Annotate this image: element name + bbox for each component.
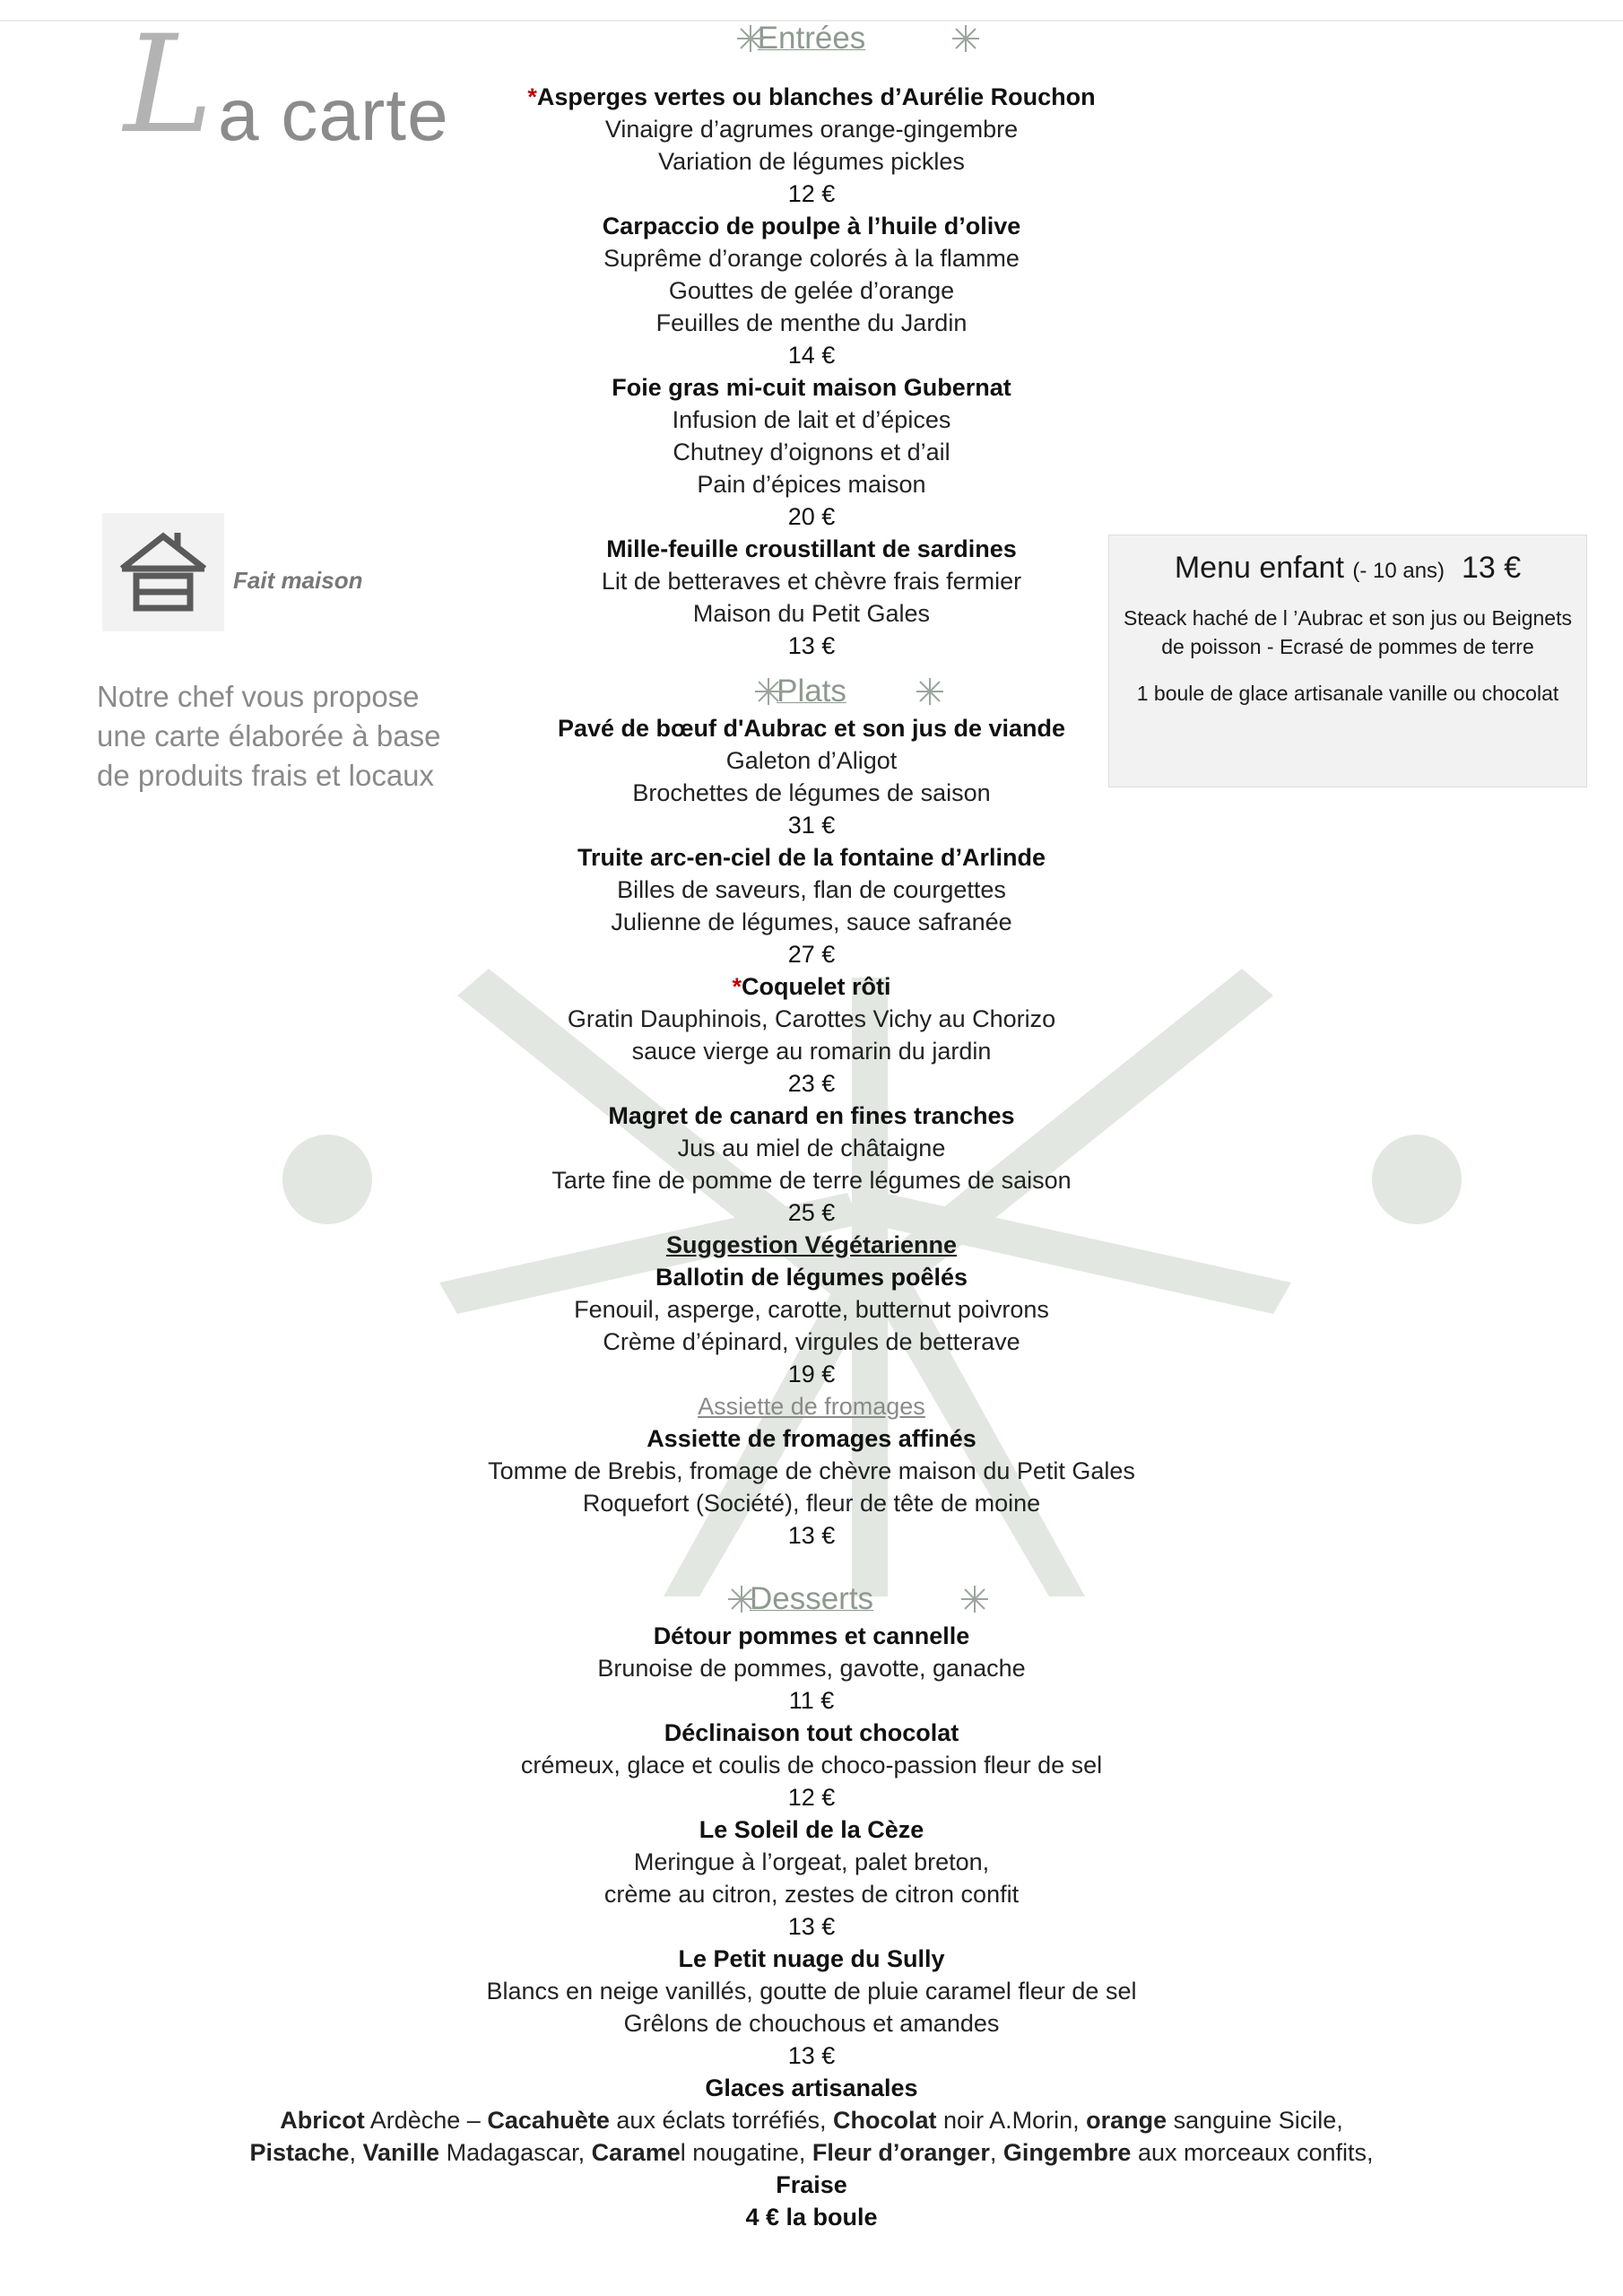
dish-price: 27 € — [787, 941, 836, 968]
glaces-flavors-line — [188, 2136, 1435, 2169]
house-icon — [102, 513, 224, 631]
dish-name: Carpaccio de poulpe à l’huile d’olive — [602, 213, 1021, 239]
glaces-flavor-name: Chocolat — [833, 2107, 937, 2134]
dish-name: Mille-feuille croustillant de sardines — [606, 535, 1017, 562]
glaces-flavors-line — [188, 2104, 1435, 2136]
dish-price: 19 € — [787, 1361, 836, 1387]
dish-item: *Coquelet rôti Gratin Dauphinois, Carottes Vichy au Chorizo sauce vierge au romarin du jardin 23 € — [341, 970, 1282, 1100]
glaces-flavor-desc: , — [349, 2139, 363, 2166]
vegetarian-item — [341, 1229, 1282, 1390]
chef-note-line: de produits frais et locaux — [97, 759, 435, 792]
fromage-item — [341, 1390, 1282, 1552]
glaces-flavor-desc: Madagascar, — [439, 2139, 592, 2166]
dish-line: crème au citron, zestes de citron confit — [603, 1881, 1020, 1908]
dish-price: 13 € — [787, 1522, 836, 1549]
kids-menu-age: (- 10 ans) — [1352, 559, 1445, 583]
chef-note-line: Notre chef vous propose — [97, 680, 420, 713]
dish-price: 31 € — [787, 812, 836, 839]
dish-price: 20 € — [787, 503, 836, 530]
snowflake-icon — [950, 23, 981, 54]
snowflake-icon — [915, 676, 945, 707]
dish-line: Suprême d’orange colorés à la flamme — [603, 245, 1020, 272]
dish-item — [341, 533, 1282, 662]
snowflake-icon — [753, 676, 784, 707]
dish-item — [341, 712, 1282, 841]
dish-name: Ballotin de légumes poêlés — [655, 1264, 968, 1291]
glaces-flavor-name: Gingembre — [1002, 2139, 1132, 2166]
dish-item — [341, 1717, 1282, 1813]
dish-price: 11 € — [788, 1687, 835, 1714]
dish-name: Magret de canard en fines tranches — [608, 1102, 1015, 1129]
dish-line: Pain d’épices maison — [697, 471, 926, 498]
dish-line: Crème d’épinard, virgules de betterave — [603, 1328, 1020, 1355]
dish-name: Pavé de bœuf d'Aubrac et son jus de viande — [557, 715, 1066, 742]
dish-line: Gratin Dauphinois, Carottes Vichy au Chorizo — [567, 1005, 1056, 1032]
fait-maison-label: Fait maison — [233, 567, 363, 594]
dish-line: Lit de betteraves et chèvre frais fermier — [601, 568, 1022, 595]
kids-menu-desc: Steack haché de l ’Aubrac et son jus ou Beignets de poisson - Ecrasé de pommes de terre — [1124, 606, 1572, 658]
dish-price: 13 € — [787, 1913, 836, 1940]
glaces-flavor-name: Carame — [591, 2139, 681, 2166]
dish-line: crémeux, glace et coulis de choco-passion fleur de sel — [520, 1752, 1103, 1779]
dish-line: Julienne de légumes, sauce safranée — [611, 909, 1012, 935]
glaces-flavor-name: Pistache — [249, 2139, 350, 2166]
dish-line: Fenouil, asperge, carotte, butternut poivrons — [574, 1296, 1049, 1323]
dish-line: Tomme de Brebis, fromage de chèvre maison du Petit Gales — [488, 1457, 1135, 1484]
dish-name: Coquelet rôti — [742, 973, 891, 1000]
dish-name: Le Petit nuage du Sully — [678, 1945, 945, 1972]
dish-item — [341, 841, 1282, 970]
kids-menu-dessert: 1 boule de glace artisanale vanille ou chocolat — [1136, 682, 1559, 705]
dish-name: Glaces artisanales — [705, 2074, 918, 2101]
dish-price: 12 € — [787, 180, 836, 207]
dish-line: Blancs en neige vanillés, goutte de pluie caramel fleur de sel — [486, 1978, 1137, 2005]
glaces-flavor-name: Cacahuète — [487, 2107, 610, 2134]
glaces-flavor-desc: aux éclats torréfiés, — [609, 2107, 834, 2134]
glaces-flavor-desc: noir A.Morin, — [936, 2107, 1087, 2134]
glaces-flavor-name: orange — [1086, 2107, 1167, 2134]
dish-line: Jus au miel de châtaigne — [677, 1135, 946, 1161]
glaces-flavor-name: Fleur d’oranger — [812, 2139, 990, 2166]
glaces-flavor-desc: aux morceaux confits, — [1131, 2139, 1374, 2166]
dish-line: Infusion de lait et d’épices — [672, 406, 951, 433]
section-heading-entrees: Entrées — [341, 18, 1282, 59]
dish-name: Assiette de fromages affinés — [647, 1425, 976, 1452]
glaces-flavor-desc: , — [989, 2139, 1003, 2166]
dish-price: 4 € la boule — [745, 2204, 878, 2231]
glaces-flavor-fraise: Fraise — [776, 2171, 847, 2198]
dish-name: Truite arc-en-ciel de la fontaine d’Arlinde — [577, 844, 1046, 871]
dish-item — [341, 371, 1282, 533]
dish-line: Billes de saveurs, flan de courgettes — [617, 876, 1006, 903]
dish-item — [341, 1813, 1282, 1943]
dish-price: 25 € — [787, 1199, 836, 1226]
dish-line: Grêlons de chouchous et amandes — [623, 2010, 1000, 2037]
dish-item: *Asperges vertes ou blanches d’Aurélie Rouchon Vinaigre d’agrumes orange-gingembre Variation de légumes pickles 12 € — [341, 81, 1282, 210]
vegetarian-heading: Suggestion Végétarienne — [665, 1231, 958, 1258]
dish-price: 23 € — [787, 1070, 836, 1097]
glaces-flavor-name: Vanille — [362, 2139, 440, 2166]
dish-item — [341, 210, 1282, 371]
glaces-flavor-desc: Ardèche – — [364, 2107, 488, 2134]
dish-line: Galeton d’Aligot — [725, 747, 898, 774]
dish-name: Asperges vertes ou blanches d’Aurélie Rouchon — [536, 83, 1096, 110]
dish-line: Vinaigre d’agrumes orange-gingembre — [604, 116, 1019, 143]
chef-note-line: une carte élaborée à base — [97, 719, 441, 752]
dish-line: Brunoise de pommes, gavotte, ganache — [597, 1655, 1026, 1682]
dish-price: 14 € — [787, 342, 836, 369]
dish-line: sauce vierge au romarin du jardin — [631, 1038, 992, 1065]
dish-item — [341, 1100, 1282, 1229]
dish-line: Gouttes de gelée d’orange — [668, 277, 955, 304]
kids-menu-price: 13 € — [1461, 551, 1522, 585]
dish-name: Détour pommes et cannelle — [653, 1622, 970, 1649]
dish-item — [341, 1620, 1282, 1717]
fromage-heading: Assiette de fromages — [698, 1393, 925, 1420]
dish-line: Brochettes de légumes de saison — [632, 779, 991, 806]
dish-line: Maison du Petit Gales — [692, 600, 931, 627]
dish-price: 13 € — [787, 632, 836, 659]
kids-menu-title: Menu enfant (- 10 ans) 13 € — [1174, 551, 1522, 585]
glaces-flavor-desc: sanguine Sicile, — [1167, 2107, 1343, 2134]
section-heading-desserts: Desserts — [341, 1578, 1282, 1620]
snowflake-icon — [959, 1584, 990, 1614]
section-heading-plats: Plats — [341, 671, 1282, 712]
dish-line: Feuilles de menthe du Jardin — [655, 309, 968, 336]
dish-name: Foie gras mi-cuit maison Gubernat — [612, 374, 1011, 401]
fait-maison-box — [102, 513, 224, 631]
dish-line: Roquefort (Société), fleur de tête de moine — [582, 1490, 1041, 1517]
dish-line: Meringue à l’orgeat, palet breton, — [633, 1848, 990, 1875]
logo-word: a carte — [218, 74, 449, 156]
dish-item — [341, 1943, 1282, 2072]
dish-line: Variation de légumes pickles — [658, 148, 965, 175]
dish-name: Déclinaison tout chocolat — [664, 1719, 959, 1746]
snowflake-icon — [726, 1584, 757, 1614]
dish-name: Le Soleil de la Cèze — [699, 1816, 924, 1843]
logo-letter: L — [124, 7, 213, 163]
glaces-flavor-desc: l nougatine, — [680, 2139, 812, 2166]
glaces-item — [249, 2072, 1374, 2233]
dish-line: Tarte fine de pomme de terre légumes de saison — [551, 1167, 1072, 1194]
snowflake-icon — [735, 23, 766, 54]
dish-price: 13 € — [787, 2042, 836, 2069]
dish-price: 12 € — [787, 1784, 836, 1811]
dish-line: Chutney d’oignons et d’ail — [673, 439, 950, 465]
glaces-flavor-name: Abricot — [280, 2107, 365, 2134]
